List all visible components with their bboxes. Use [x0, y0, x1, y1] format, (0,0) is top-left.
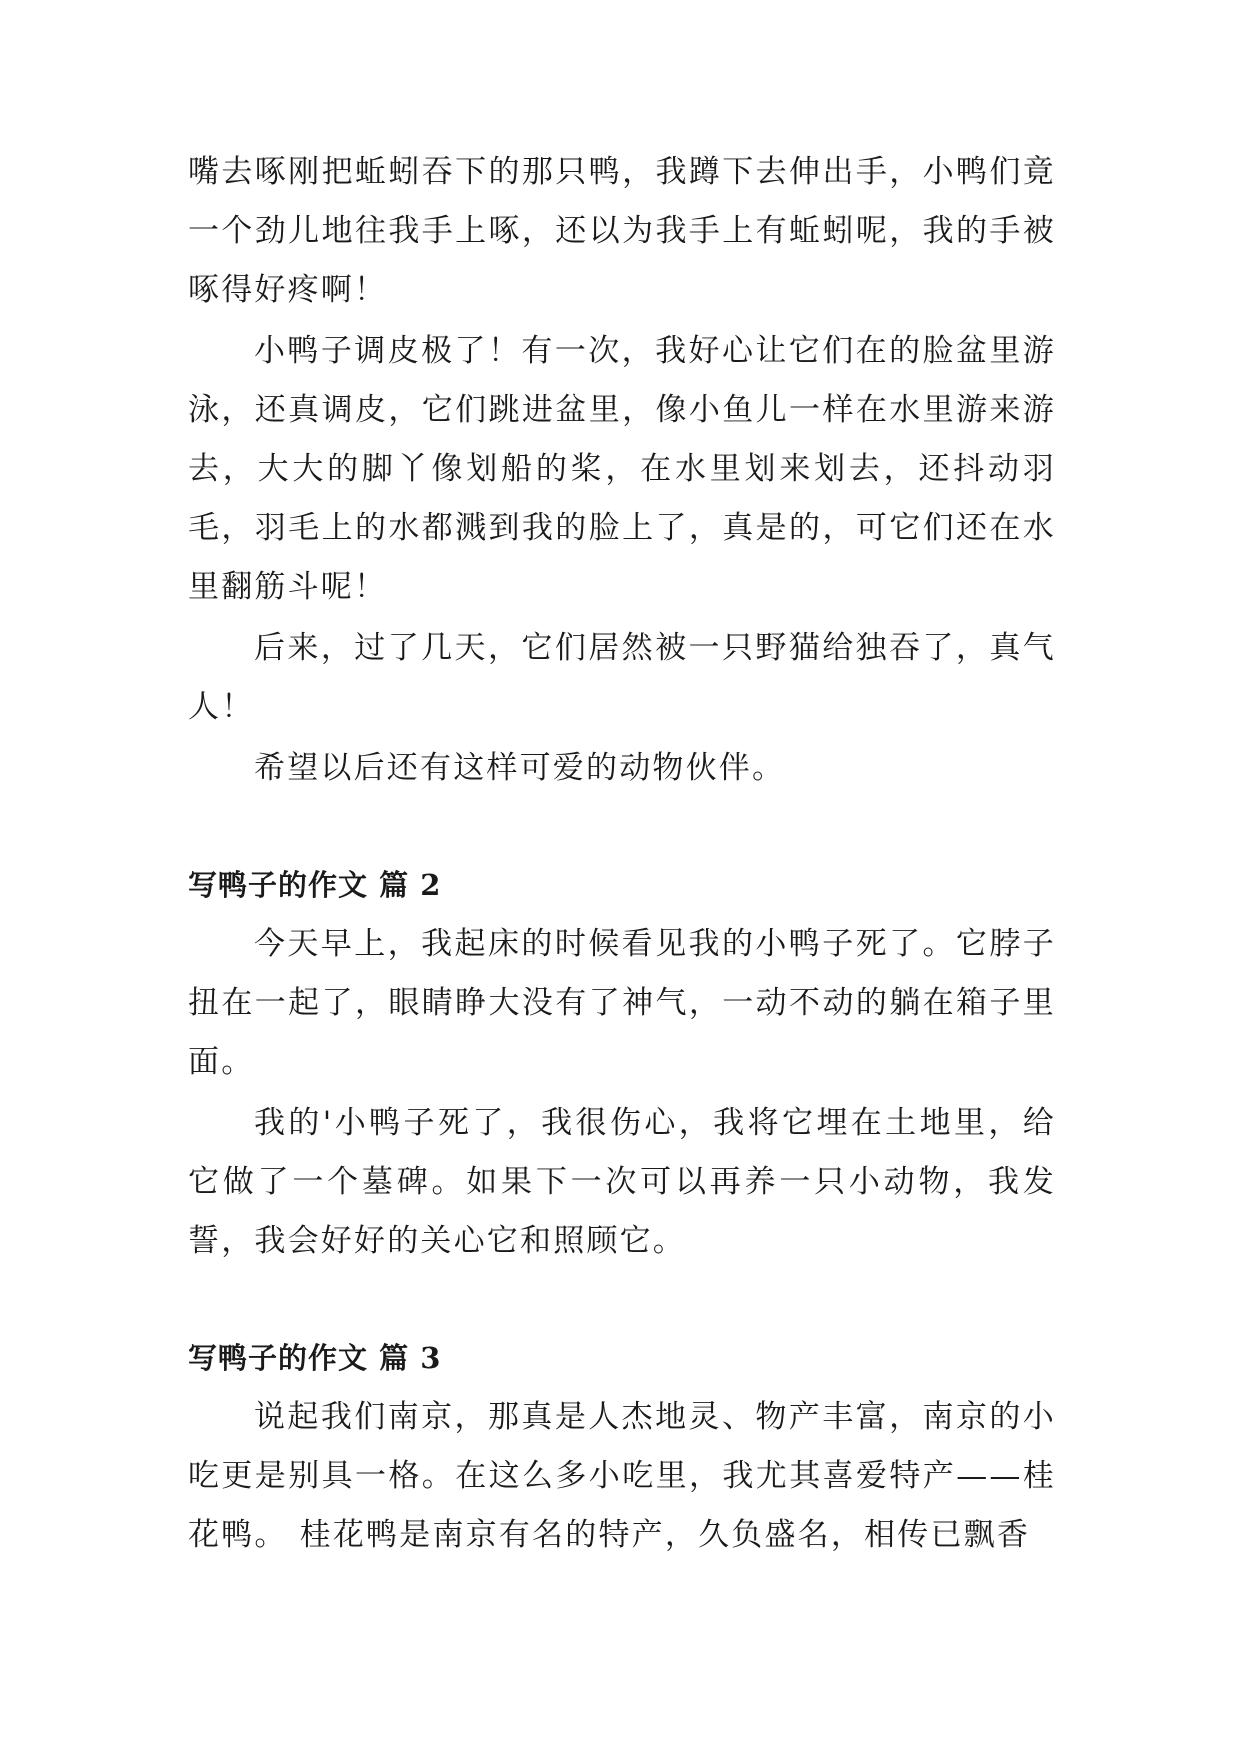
paragraph: 后来，过了几天，它们居然被一只野猫给独吞了，真气人！	[188, 630, 1056, 725]
paragraph: 我的'小鸭子死了，我很伤心，我将它埋在土地里，给它做了一个墓碑。如果下一次可以再养一只小动物，我发誓，我会好好的关心它和照顾它。	[188, 1105, 1056, 1259]
section-heading-3: 写鸭子的作文 篇 3	[188, 1341, 442, 1375]
paragraph: 希望以后还有这样可爱的动物伙伴。	[254, 750, 786, 786]
section-gap	[188, 1273, 1056, 1329]
section-heading-2: 写鸭子的作文 篇 2	[188, 868, 442, 902]
paragraph-continued: 嘴去啄刚把蚯蚓吞下的那只鸭，我蹲下去伸出手，小鸭们竟一个劲儿地往我手上啄，还以为我手上有蚯蚓呢，我的手被啄得好疼啊！	[188, 154, 1056, 308]
section-gap	[188, 800, 1056, 856]
paragraph: 说起我们南京，那真是人杰地灵、物产丰富，南京的小吃更是别具一格。在这么多小吃里，我尤其喜爱特产——桂花鸭。 桂花鸭是南京有名的特产，久负盛名，相传已飘香	[188, 1399, 1056, 1553]
document-body	[188, 143, 1056, 1567]
paragraph: 小鸭子调皮极了！有一次，我好心让它们在的脸盆里游泳，还真调皮，它们跳进盆里，像小鱼儿一样在水里游来游去，大大的脚丫像划船的桨，在水里划来划去，还抖动羽毛，羽毛上的水都溅到我的脸上了，真是的，可它们还在水里翻筋斗呢！	[188, 333, 1056, 605]
paragraph: 今天早上，我起床的时候看见我的小鸭子死了。它脖子扭在一起了，眼睛睁大没有了神气，一动不动的躺在箱子里面。	[188, 926, 1056, 1080]
